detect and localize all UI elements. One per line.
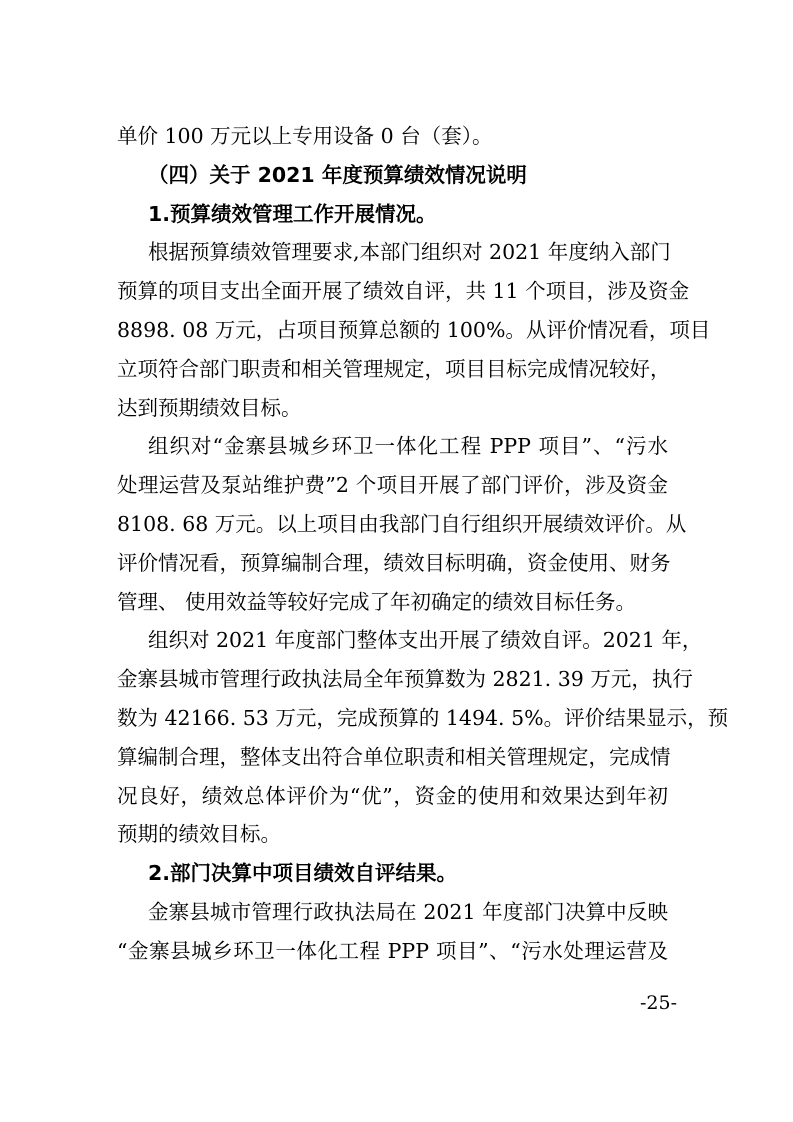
paragraph-line: 组织对 2021 年度部门整体支出开展了绩效自评。2021 年，	[148, 628, 703, 652]
paragraph-line: 金寨县城市管理行政执法局在 2021 年度部门决算中反映	[148, 900, 668, 924]
paragraph-line: 立项符合部门职责和相关管理规定，项目目标完成情况较好，	[117, 357, 671, 381]
paragraph-line: 达到预期绩效目标。	[117, 396, 302, 420]
paragraph-line: 管理、 使用效益等较好完成了年初确定的绩效目标任务。	[117, 590, 637, 614]
paragraph-line: 金寨县城市管理行政执法局全年预算数为 2821. 39 万元，执行	[117, 667, 693, 691]
page-number: -25-	[640, 992, 678, 1014]
subsection-heading: 2.部门决算中项目绩效自评结果。	[148, 861, 458, 885]
paragraph-line: 根据预算绩效管理要求,本部门组织对 2021 年度纳入部门	[148, 240, 671, 264]
paragraph-line: 评价情况看，预算编制合理，绩效目标明确，资金使用、财务	[117, 551, 671, 575]
paragraph-line: 预算的项目支出全面开展了绩效自评，共 11 个项目，涉及资金	[117, 279, 690, 303]
paragraph-line: 预期的绩效目标。	[117, 822, 281, 846]
paragraph-line: 组织对“金寨县城乡环卫一体化工程 PPP 项目”、“污水	[148, 434, 668, 458]
paragraph-line: 8108. 68 万元。以上项目由我部门自行组织开展绩效评价。从	[117, 512, 687, 536]
paragraph-line: 数为 42166. 53 万元，完成预算的 1494. 5%。评价结果显示，预	[117, 706, 729, 730]
paragraph-line: 算编制合理，整体支出符合单位职责和相关管理规定，完成情	[117, 745, 671, 769]
paragraph-line: “金寨县城乡环卫一体化工程 PPP 项目”、“污水处理运营及	[117, 939, 668, 963]
paragraph-line: 8898. 08 万元，占项目预算总额的 100%。从评价情况看，项目	[117, 318, 711, 342]
subsection-heading: 1.预算绩效管理工作开展情况。	[148, 202, 437, 226]
paragraph-line: 处理运营及泵站维护费”2 个项目开展了部门评价，涉及资金	[117, 473, 668, 497]
text-line: 单价 100 万元以上专用设备 0 台（套）。	[117, 124, 493, 148]
section-heading: （四）关于 2021 年度预算绩效情况说明	[148, 163, 527, 187]
paragraph-line: 况良好，绩效总体评价为“优”，资金的使用和效果达到年初	[117, 784, 668, 808]
